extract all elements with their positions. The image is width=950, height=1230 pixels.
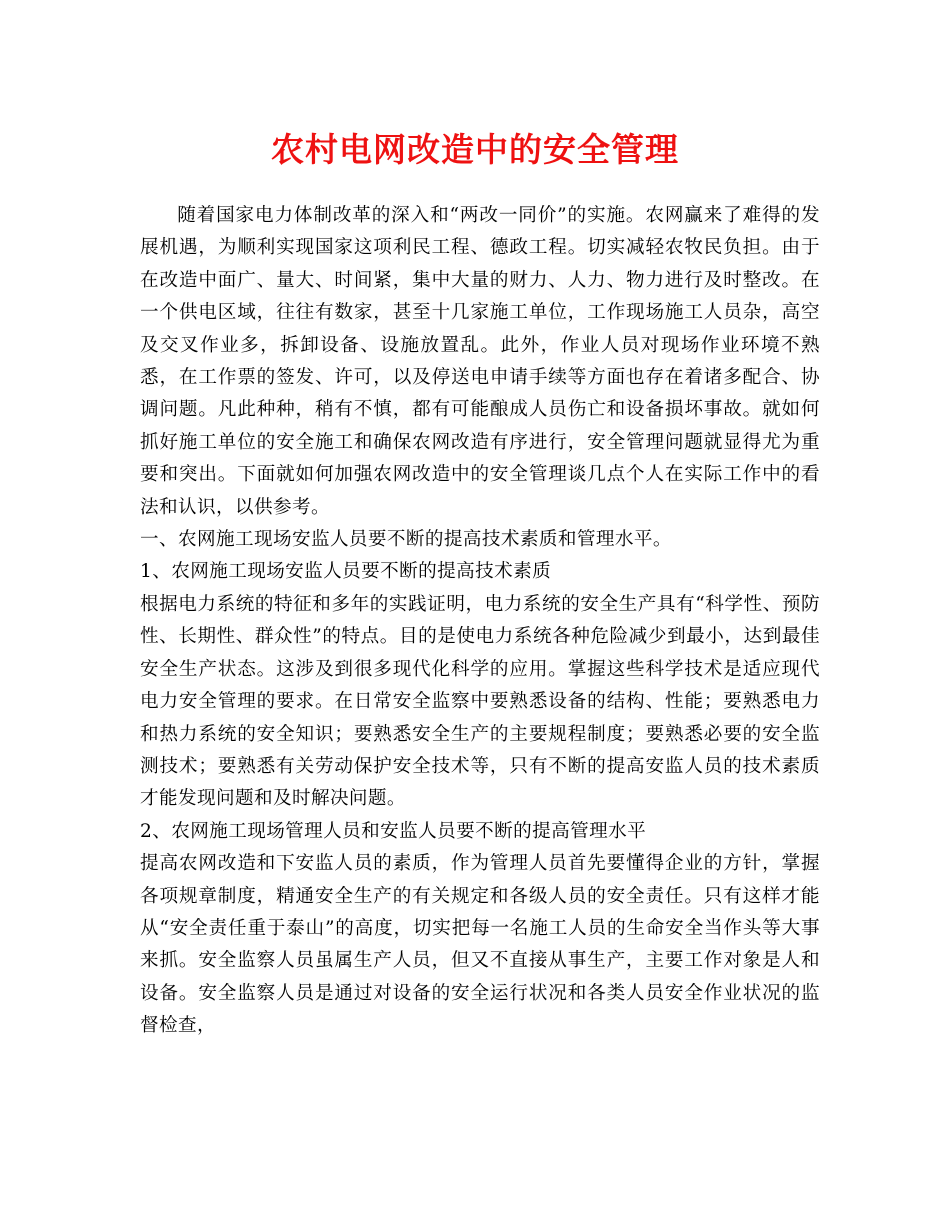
paragraph-1-1: 根据电力系统的特征和多年的实践证明，电力系统的安全生产具有“科学性、预防性、长期性、群众性”的特点。目的是使电力系统各种危险减少到最小，达到最佳安全生产状态。这涉及到很多现代化科学的应用。掌握这些科学技术是适应现代电力安全管理的要求。在日常安全监察中要熟悉设备的结构、性能；要熟悉电力和热力系统的安全知识；要熟悉安全生产的主要规程制度；要熟悉必要的安全监测技术；要熟悉有关劳动保护安全技术等，只有不断的提高安监人员的技术素质才能发现问题和及时解决问题。: [140, 593, 820, 810]
subsection-heading-1-2: 2、农网施工现场管理人员和安监人员要不断的提高管理水平: [140, 820, 647, 842]
subsection-heading-1-1: 1、农网施工现场安监人员要不断的提高技术素质: [140, 561, 552, 583]
paragraph-intro: 随着国家电力体制改革的深入和“两改一同价”的实施。农网赢来了难得的发展机遇，为顺利实现国家这项利民工程、德政工程。切实减轻农牧民负担。由于在改造中面广、量大、时间紧，集中大量的财力、人力、物力进行及时整改。在一个供电区域，往往有数家，甚至十几家施工单位，工作现场施工人员杂，高空及交叉作业多，拆卸设备、设施放置乱。此外，作业人员对现场作业环境不熟悉，在工作票的签发、许可，以及停送电申请手续等方面也存在着诸多配合、协调问题。凡此种种，稍有不慎，都有可能酿成人员伤亡和设备损坏事故。就如何抓好施工单位的安全施工和确保农网改造有序进行，安全管理问题就显得尤为重要和突出。下面就如何加强农网改造中的安全管理谈几点个人在实际工作中的看法和认识，以供参考。: [140, 205, 820, 518]
paragraph-1-2: 提高农网改造和下安监人员的素质，作为管理人员首先要懂得企业的方针，掌握各项规章制度，精通安全生产的有关规定和各级人员的安全责任。只有这样才能从“安全责任重于泰山”的高度，切实把每一名施工人员的生命安全当作头等大事来抓。安全监察人员虽属生产人员，但又不直接从事生产，主要工作对象是人和设备。安全监察人员是通过对设备的安全运行状况和各类人员安全作业状况的监督检查，: [140, 853, 820, 1037]
document-body: [140, 200, 820, 1043]
section-heading-1: 一、农网施工现场安监人员要不断的提高技术素质和管理水平。: [140, 529, 672, 551]
document-title: 农村电网改造中的安全管理: [271, 130, 679, 169]
